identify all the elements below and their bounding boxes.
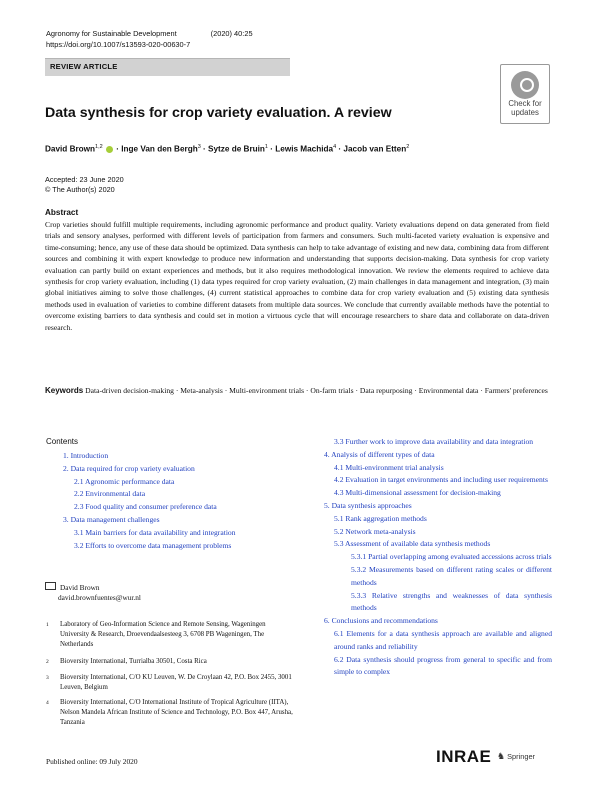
toc-link[interactable]: 5.3.1 Partial overlapping among evaluated accessions across trials bbox=[351, 552, 552, 562]
affiliation bbox=[46, 698, 296, 729]
keywords-text: Data-driven decision-making · Meta-analysis · Multi-environment trials · On-farm trials · Data repurposing · Environmental data · Farmers' preferences bbox=[85, 386, 548, 395]
toc-link[interactable]: 2.2 Environmental data bbox=[74, 489, 146, 499]
toc-link[interactable]: 5.2 Network meta-analysis bbox=[334, 526, 416, 536]
author-list: David Brown$^{1,2}$ · Inge Van den Bergh$^3$ · Sytze de Bruin$^1$ · Lewis Machida$^4$ · Jacob van Etten$^2$ bbox=[45, 144, 410, 154]
article-title: Data synthesis for crop variety evaluation. A review bbox=[45, 105, 392, 121]
toc-link[interactable]: 6.1 Elements for a data synthesis approach are available and aligned around ranks and reliability bbox=[334, 628, 552, 651]
affiliation bbox=[46, 673, 296, 693]
toc-link[interactable]: 5. Data synthesis approaches bbox=[324, 500, 412, 510]
toc-link[interactable]: 4.1 Multi-environment trial analysis bbox=[334, 462, 444, 472]
author-name: Lewis Machida bbox=[275, 144, 334, 154]
toc-link[interactable]: 2.1 Agronomic performance data bbox=[74, 476, 175, 486]
affiliation-text: Bioversity International, C/O KU Leuven, W. De Croylaan 42, P.O. Box 2455, 3001 Leuven, Belgium bbox=[60, 674, 292, 692]
author-name: Jacob van Etten bbox=[343, 144, 407, 154]
orcid-icon[interactable] bbox=[106, 146, 113, 153]
accepted-date: Accepted: 23 June 2020 bbox=[45, 175, 124, 184]
springer-logo bbox=[497, 751, 535, 762]
toc-right-column bbox=[322, 436, 552, 679]
author-name: Inge Van den Bergh bbox=[121, 144, 198, 154]
affiliation-number: 3 bbox=[46, 675, 49, 681]
abstract-heading: Abstract bbox=[45, 208, 79, 217]
toc-link[interactable]: 4.2 Evaluation in target environments and including user requirements bbox=[334, 475, 548, 485]
author-affiliation-marker: 1 bbox=[264, 144, 268, 150]
article-type-band bbox=[45, 58, 290, 76]
check-for-updates-badge[interactable] bbox=[500, 64, 550, 124]
journal-header bbox=[46, 29, 253, 50]
affiliation-number: 4 bbox=[46, 700, 49, 706]
correspondence-name: David Brown bbox=[60, 583, 100, 592]
author-affiliation-marker: 4 bbox=[333, 144, 337, 150]
affiliation bbox=[46, 620, 296, 651]
toc-link[interactable]: 3.3 Further work to improve data availability and data integration bbox=[334, 437, 534, 446]
check-for-label: Check for bbox=[508, 99, 542, 108]
toc-link[interactable]: 5.3 Assessment of available data synthesis methods bbox=[334, 539, 491, 549]
keywords bbox=[45, 385, 553, 396]
toc-link[interactable]: 4.3 Multi-dimensional assessment for decision-making bbox=[334, 488, 501, 498]
correspondence-email[interactable]: david.brownfuentes@wur.nl bbox=[58, 592, 141, 602]
author-affiliation-marker: 2 bbox=[406, 144, 410, 150]
journal-year-volume: (2020) 40:25 bbox=[210, 29, 253, 38]
toc-link[interactable]: 3.1 Main barriers for data availability and integration bbox=[74, 527, 236, 537]
article-type: REVIEW ARTICLE bbox=[50, 62, 118, 71]
affiliation bbox=[46, 657, 296, 667]
abstract-text: Crop varieties should fulfill multiple requirements, including agronomic performance and product quality. Variety evaluations depend on data generated from field trials and sensory analyses, performed with different levels of participation from farmers and consumers. Such multi-faceted variety evaluation is expensive and time-consuming; hence, any use of these data should be optimized. Data synthesis can help to take advantage of existing and new data, combining data from different sources and combining it with expert knowledge to produce new information and understanding that supports decision-making. Data synthesis for crop variety evaluation can partly build on extant experiences and methods, but it also requires methodological innovation. We review the elements required to achieve data synthesis for crop variety evaluation, including (1) data types required for crop variety evaluation, (2) main challenges in data management and integration, (3) main global initiatives aiming to solve those challenges, (4) current statistical approaches to combine data for crop variety evaluation and (5) existing data synthesis methods used in evaluation of varieties to combine different datasets from multiple data sources. We conclude that currently available methods have the potential to overcome existing barriers to data synthesis and could set in motion a virtuous cycle that will encourage researchers to share data and collaborate on data-driven research. bbox=[45, 220, 549, 332]
author-affiliation-marker: 3 bbox=[197, 144, 201, 150]
journal-name: Agronomy for Sustainable Development bbox=[46, 29, 177, 38]
toc-link[interactable]: 5.3.3 Relative strengths and weaknesses of data synthesis methods bbox=[351, 590, 552, 613]
copyright-notice: © The Author(s) 2020 bbox=[45, 184, 115, 194]
toc-left-column bbox=[45, 450, 305, 552]
author-name: Sytze de Bruin bbox=[208, 144, 265, 154]
envelope-icon bbox=[45, 582, 56, 590]
springer-label: Springer bbox=[507, 752, 536, 761]
toc-link[interactable]: 5.3.2 Measurements based on different rating scales or different methods bbox=[351, 564, 552, 587]
inrae-logo: INRAE bbox=[436, 747, 492, 766]
keywords-heading: Keywords bbox=[45, 386, 84, 395]
toc-link[interactable]: 5.1 Rank aggregation methods bbox=[334, 513, 427, 523]
article-dates bbox=[45, 175, 124, 194]
toc-link[interactable]: 6. Conclusions and recommendations bbox=[324, 616, 438, 626]
toc-link[interactable]: 4. Analysis of different types of data bbox=[324, 449, 435, 459]
toc-link[interactable]: 3.2 Efforts to overcome data management problems bbox=[74, 540, 232, 550]
author-affiliation-marker: 1,2 bbox=[95, 144, 103, 150]
author-name: David Brown bbox=[45, 144, 96, 154]
springer-horse-icon: ♞ bbox=[497, 751, 506, 761]
toc-link[interactable]: 1. Introduction bbox=[63, 451, 109, 460]
affiliation-number: 1 bbox=[46, 622, 49, 628]
correspondence bbox=[45, 582, 141, 602]
toc-link[interactable]: 6.2 Data synthesis should progress from general to specific and from simple to complex bbox=[334, 654, 552, 677]
contents-heading: Contents bbox=[46, 437, 79, 446]
updates-label: updates bbox=[511, 107, 539, 117]
toc-link[interactable]: 2. Data required for crop variety evaluation bbox=[63, 463, 195, 473]
toc-link[interactable]: 2.3 Food quality and consumer preference data bbox=[74, 502, 217, 512]
check-updates-icon bbox=[511, 71, 539, 99]
affiliation-text: Bioversity International, Turrialba 30501, Costa Rica bbox=[60, 658, 207, 665]
affiliation-text: Bioversity International, C/O International Institute of Tropical Agriculture (IITA), Nelson Mandela African Institute of Science and Technology, P.O. Box 447, Arusha, Tanzania bbox=[60, 699, 293, 727]
published-online: Published online: 09 July 2020 bbox=[46, 757, 138, 766]
toc-link[interactable]: 3. Data management challenges bbox=[63, 514, 160, 524]
doi-link[interactable]: https://doi.org/10.1007/s13593-020-00630-7 bbox=[46, 39, 191, 49]
affiliation-text: Laboratory of Geo-Information Science and Remote Sensing, Wageningen University & Research, Droevendaalsesteeg 3, 6708 PB Wageningen, The Netherlands bbox=[60, 621, 266, 649]
affiliation-number: 2 bbox=[46, 659, 49, 665]
